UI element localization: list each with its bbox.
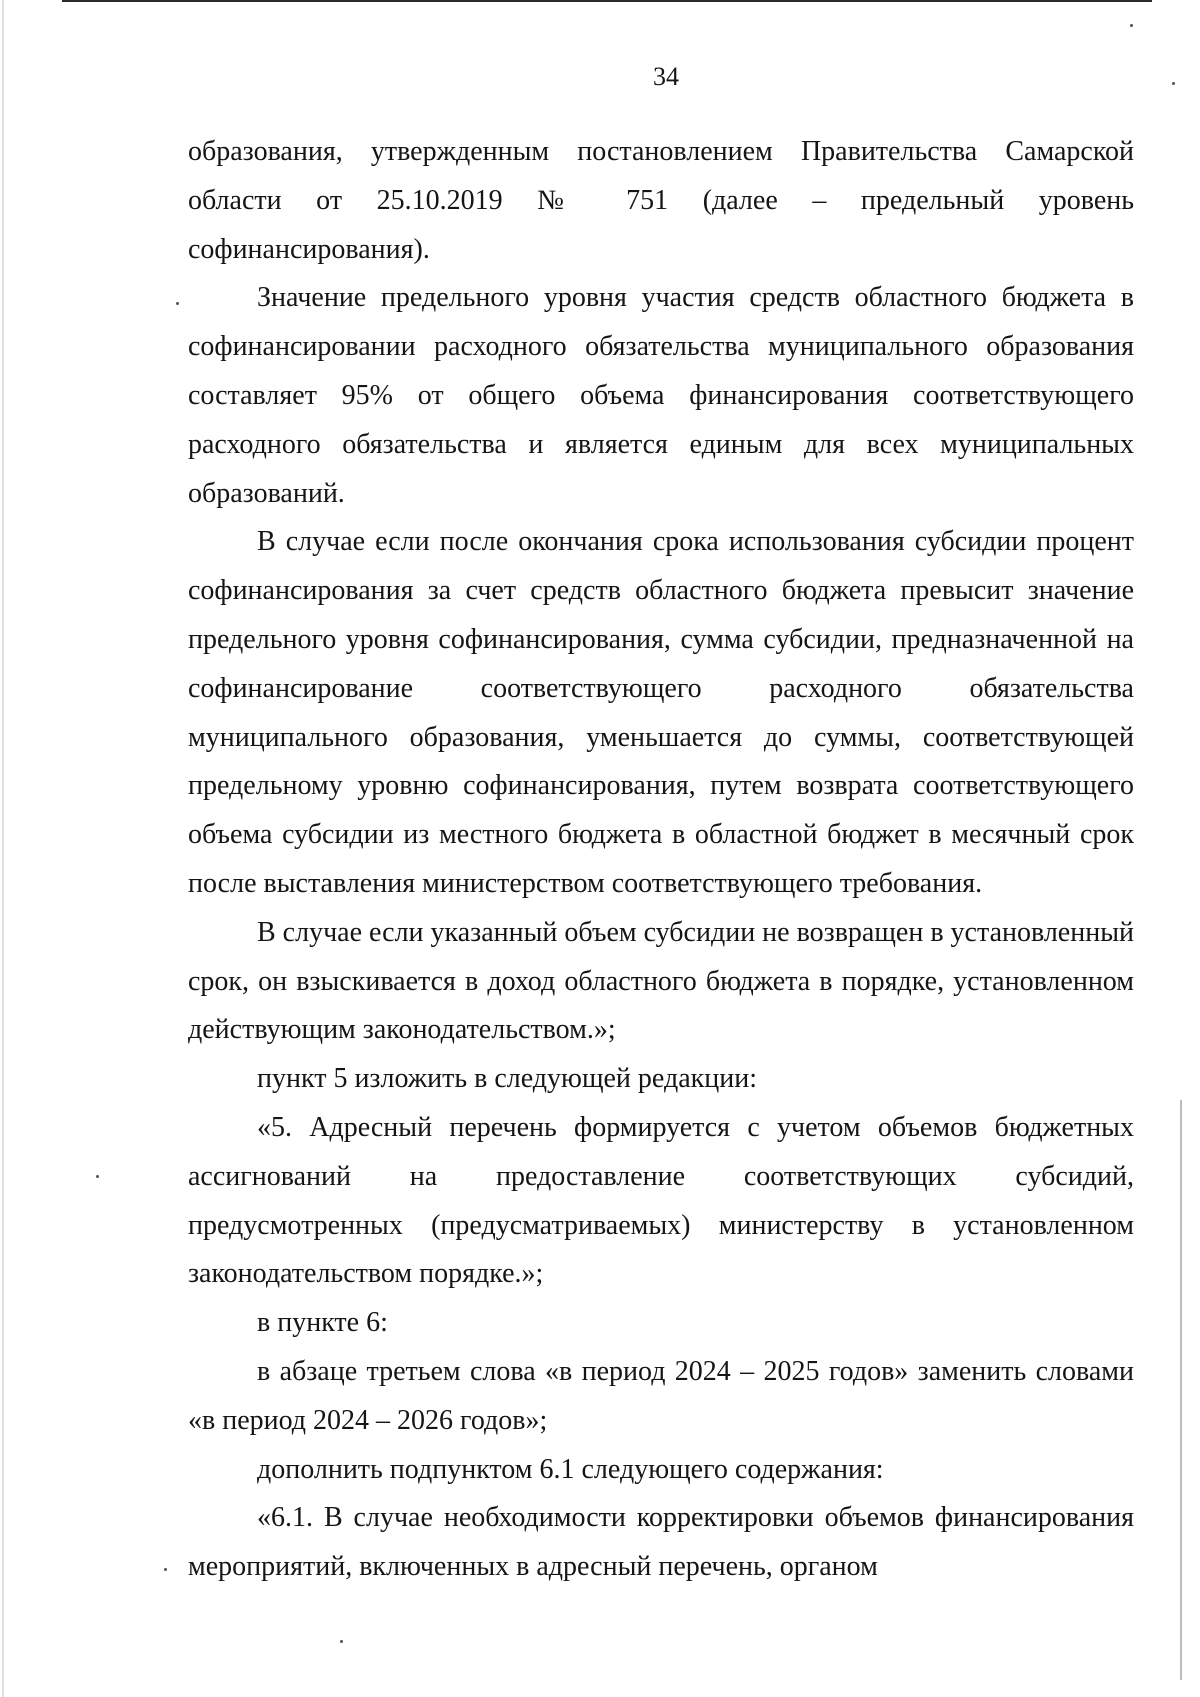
scan-right-edge [1180,1100,1182,1680]
paragraph: В случае если после окончания срока использования субсидии процент софинансирования за счет средств областного бюджета превысит значение предельного уровня софинансирования, сумма субсидии, предназначенной на софинансирование соответствующего расходного обязательства муниципального образования, уменьшается до суммы, соответствующей предельному уровню софинансирования, путем возврата соответствующего объема субсидии из местного бюджета в областной бюджет в месячный срок после выставления министерством соответствующего требования. [188,526,1134,899]
paragraph: В случае если указанный объем субсидии не возвращен в установленный срок, он взыскивается в доход областного бюджета в порядке, установленном действующим законодательством.»; [188,916,1134,1046]
scan-speck [164,1568,167,1571]
paragraph: в абзаце третьем слова «в период 2024 – 2025 годов» заменить словами «в период 2024 – 2026 годов»; [188,1355,1134,1436]
scan-speck [96,1175,99,1178]
document-body [188,128,1134,1592]
scan-speck [176,302,179,305]
scan-speck [1130,24,1133,27]
paragraph: пункт 5 изложить в следующей редакции: [257,1063,757,1095]
paragraph: «6.1. В случае необходимости корректировки объемов финансирования мероприятий, включенных в адресный перечень, органом [188,1502,1134,1583]
scan-top-border [62,0,1152,2]
page-number: 34 [653,62,679,91]
paragraph: в пункте 6: [257,1307,388,1339]
scan-speck [340,1640,343,1643]
scan-speck [1172,82,1175,85]
scan-left-edge [2,0,4,1697]
paragraph-continuation: образования, утвержденным постановлением Правительства Самарской области от 25.10.2019 № 751 (далее – предельный уровень софинансирования). [188,136,1134,265]
paragraph: дополнить подпунктом 6.1 следующего содержания: [257,1453,884,1485]
paragraph: Значение предельного уровня участия средств областного бюджета в софинансировании расходного обязательства муниципального образования составляет 95% от общего объема финансирования соответствующего расходного обязательства и является единым для всех муниципальных образований. [188,282,1134,509]
paragraph: «5. Адресный перечень формируется с учетом объемов бюджетных ассигнований на предоставление соответствующих субсидий, предусмотренных (предусматриваемых) министерству в установленном законодательством порядке.»; [188,1111,1134,1290]
